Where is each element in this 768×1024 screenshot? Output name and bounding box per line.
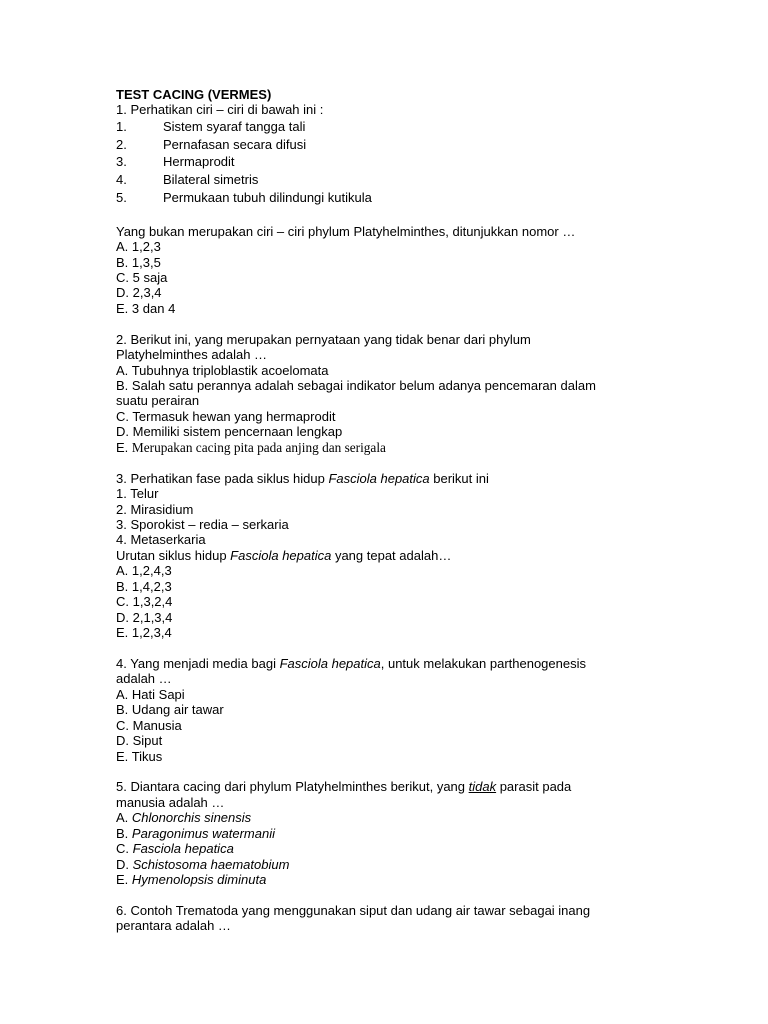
option-text: 1,2,4,3 <box>131 563 172 579</box>
feature-number: 4. <box>116 172 127 188</box>
feature-item <box>116 189 736 207</box>
option-letter: C. <box>116 269 129 285</box>
phase-item: 3. Sporokist – redia – serkaria <box>116 516 289 532</box>
option-letter: D. <box>116 609 129 625</box>
option-letter: C. <box>116 594 129 610</box>
option-b <box>116 702 736 717</box>
feature-text: Sistem syaraf tangga tali <box>163 118 306 134</box>
option-e <box>116 872 736 887</box>
option-letter: A. <box>116 686 129 702</box>
option-letter: E. <box>116 300 129 316</box>
option-text: 1,3,5 <box>131 254 161 270</box>
option-letter: E. <box>116 748 129 764</box>
option-letter: D. <box>116 424 129 440</box>
option-text: Memiliki sistem pencernaan lengkap <box>132 424 343 440</box>
question-stem <box>116 656 736 671</box>
question-1 <box>116 102 736 316</box>
option-b <box>116 255 736 270</box>
question-stem-continued: adalah … <box>116 671 172 687</box>
test-title: TEST CACING (VERMES) <box>116 87 272 102</box>
blank-line <box>116 764 736 779</box>
phase-item: 4. Metaserkaria <box>116 532 206 548</box>
species-name: Schistosoma haematobium <box>132 856 290 872</box>
option-d <box>116 733 736 748</box>
species-name: Fasciola hepatica <box>328 470 430 486</box>
option-a <box>116 363 736 378</box>
question-6 <box>116 903 736 934</box>
blank-line <box>116 640 736 655</box>
species-name: Hymenolopsis diminuta <box>131 872 267 887</box>
option-text: 2,1,3,4 <box>132 609 173 625</box>
option-text: 1,2,3 <box>131 239 161 255</box>
option-b <box>116 826 736 841</box>
option-d <box>116 424 736 439</box>
question-stem <box>116 779 736 794</box>
prompt-text: Urutan siklus hidup <box>116 547 231 563</box>
option-text: 2,3,4 <box>132 285 162 301</box>
document-content <box>116 87 736 934</box>
option-d <box>116 285 736 300</box>
question-3 <box>116 471 736 641</box>
option-letter: D. <box>116 733 129 749</box>
feature-number: 3. <box>116 154 127 170</box>
option-a <box>116 810 736 825</box>
option-e <box>116 625 736 640</box>
option-c <box>116 594 736 609</box>
option-text: 5 saja <box>132 269 168 285</box>
option-text: 1,3,2,4 <box>132 594 173 610</box>
option-e <box>116 440 736 455</box>
blank-line <box>116 316 736 331</box>
question-4 <box>116 656 736 764</box>
feature-number: 1. <box>116 118 127 134</box>
option-a <box>116 239 736 254</box>
question-2 <box>116 332 736 456</box>
blank-line <box>116 887 736 902</box>
stem-text: 3. Perhatikan fase pada siklus hidup <box>116 470 329 486</box>
option-a <box>116 563 736 578</box>
feature-item <box>116 171 736 189</box>
option-e <box>116 749 736 764</box>
option-letter: E. <box>116 872 129 887</box>
option-letter: B. <box>116 578 129 594</box>
option-letter: C. <box>116 841 129 857</box>
option-text: Salah satu perannya adalah sebagai indikator belum adanya pencemaran dalam <box>131 378 596 393</box>
option-text: 1,2,3,4 <box>131 625 172 640</box>
option-text: Tikus <box>131 748 163 764</box>
feature-number: 2. <box>116 136 127 152</box>
question-stem-continued: manusia adalah … <box>116 794 225 810</box>
option-d <box>116 857 736 872</box>
question-stem-continued: perantara adalah … <box>116 918 231 934</box>
option-a <box>116 687 736 702</box>
stem-text: parasit pada <box>496 779 572 795</box>
blank-line <box>116 455 736 470</box>
option-text: Siput <box>132 733 163 749</box>
option-b <box>116 378 736 393</box>
option-text: Tubuhnya triploblastik acoelomata <box>131 362 329 378</box>
option-letter: B. <box>116 254 129 270</box>
phase-item: 2. Mirasidium <box>116 501 194 517</box>
species-name: Fasciola hepatica <box>279 655 381 671</box>
option-letter: A. <box>116 563 129 579</box>
stem-text: 5. Diantara cacing dari phylum Platyhelminthes berikut, yang <box>116 779 469 795</box>
option-e <box>116 301 736 316</box>
option-text: Hati Sapi <box>131 686 185 702</box>
question-stem <box>116 471 736 486</box>
option-c <box>116 841 736 856</box>
option-letter: A. <box>116 362 129 378</box>
option-c <box>116 270 736 285</box>
feature-text: Hermaprodit <box>163 154 235 170</box>
feature-text: Permukaan tubuh dilindungi kutikula <box>163 189 372 205</box>
species-name: Paragonimus watermanii <box>131 825 275 841</box>
option-text: Termasuk hewan yang hermaprodit <box>132 408 336 424</box>
option-letter: D. <box>116 285 129 301</box>
phase-item: 1. Telur <box>116 486 159 502</box>
option-letter: E. <box>116 625 129 640</box>
option-letter: B. <box>116 378 129 393</box>
emphasized-word: tidak <box>468 779 497 795</box>
prompt-text: yang tepat adalah… <box>331 547 452 563</box>
blank-line <box>116 207 736 224</box>
option-letter: C. <box>116 717 129 733</box>
feature-text: Bilateral simetris <box>163 172 259 188</box>
option-c <box>116 718 736 733</box>
feature-item <box>116 118 736 136</box>
option-letter: E. <box>116 439 129 455</box>
feature-number: 5. <box>116 189 127 205</box>
question-stem: 6. Contoh Trematoda yang menggunakan siput dan udang air tawar sebagai inang <box>116 902 591 918</box>
question-stem-continued: Platyhelminthes adalah … <box>116 347 268 363</box>
question-stem: 1. Perhatikan ciri – ciri di bawah ini : <box>116 102 324 118</box>
species-name: Chlonorchis sinensis <box>131 810 252 826</box>
option-letter: A. <box>116 239 129 255</box>
option-letter: B. <box>116 825 129 841</box>
stem-text: , untuk melakukan parthenogenesis <box>380 655 586 671</box>
feature-text: Pernafasan secara difusi <box>163 136 307 152</box>
species-name: Fasciola hepatica <box>132 841 234 857</box>
option-d <box>116 610 736 625</box>
option-b-continued: suatu perairan <box>116 393 200 409</box>
option-b <box>116 579 736 594</box>
option-text: Merupakan cacing pita pada anjing dan serigala <box>131 439 386 455</box>
option-letter: B. <box>116 702 129 718</box>
option-text: 3 dan 4 <box>131 300 176 316</box>
feature-item <box>116 136 736 154</box>
option-text: 1,4,2,3 <box>131 578 172 594</box>
species-name: Fasciola hepatica <box>230 547 332 563</box>
option-letter: C. <box>116 408 129 424</box>
option-c <box>116 409 736 424</box>
option-text: Udang air tawar <box>131 702 224 718</box>
option-letter: D. <box>116 856 129 872</box>
option-text: Manusia <box>132 717 182 733</box>
stem-text: berikut ini <box>429 470 489 486</box>
stem-text: 4. Yang menjadi media bagi <box>116 655 280 671</box>
question-5 <box>116 779 736 887</box>
question-prompt <box>116 548 736 563</box>
question-prompt: Yang bukan merupakan ciri – ciri phylum Platyhelminthes, ditunjukkan nomor … <box>116 223 576 239</box>
feature-item <box>116 153 736 171</box>
question-stem: 2. Berikut ini, yang merupakan pernyataan yang tidak benar dari phylum <box>116 331 531 347</box>
option-letter: A. <box>116 810 129 826</box>
